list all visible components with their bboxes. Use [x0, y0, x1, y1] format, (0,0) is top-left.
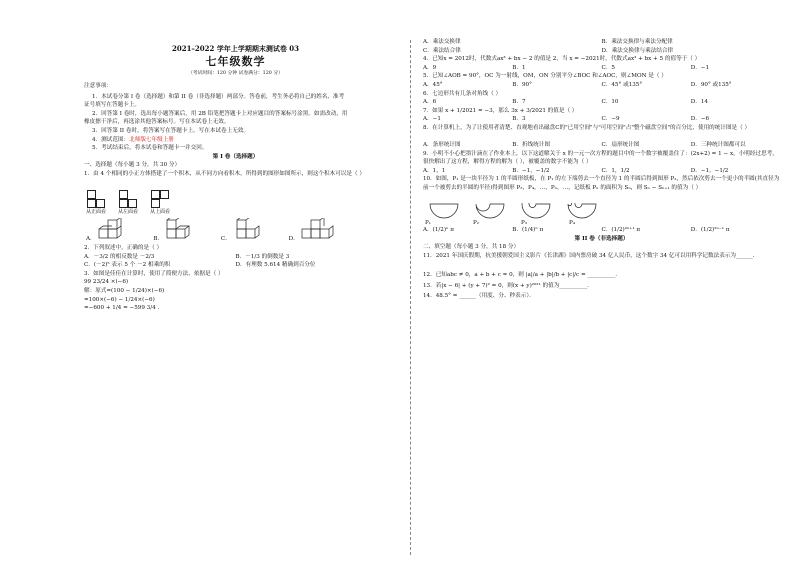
- q6-option-a[interactable]: A．6: [423, 99, 437, 106]
- cube-figure-icon: [300, 218, 340, 240]
- q7-option-c[interactable]: C．−9: [601, 116, 620, 123]
- q10-options: [423, 226, 780, 235]
- q1-option-a[interactable]: A．: [86, 218, 131, 242]
- q6-option-d[interactable]: D．14: [690, 99, 708, 106]
- q2-row: [84, 261, 387, 270]
- cube-figure-icon: [233, 218, 267, 240]
- exam-title: 2021–2022 学年上学期期末测试卷 03: [171, 44, 300, 53]
- q3-option-b[interactable]: B．乘法交换律与乘法分配律: [601, 39, 673, 45]
- q7-option-b[interactable]: B．3: [512, 116, 526, 123]
- q5-option-d[interactable]: D．90° 或135°: [690, 81, 732, 88]
- q12-stem: 12．已知abc ≠ 0，a + b + c = 0，则 |a|/a + |b|/b + |c|/c = __________．: [423, 271, 621, 278]
- q3-options: [423, 38, 780, 47]
- q9-stem: 9．小明不小心把墨汁滴在了作业本上，以下这道解关于 x 的一元一次方程的题目中的一个数字被覆盖住了：(2x+2) = 1 − x，小明经过思考，很快解出了这方程，解得方程的解为（ ），被覆盖的数字不能为（ ）: [423, 150, 778, 166]
- q4-option-d[interactable]: D．−1: [690, 64, 710, 71]
- cube-figure-icon: [97, 218, 131, 240]
- q10-option-b[interactable]: B．(1/4)ⁿ π: [512, 227, 544, 234]
- q9-option-c[interactable]: C．1，1/2: [601, 167, 630, 174]
- q13-stem: 13．若|x − 6| + (y + 7)² = 0，则(x + y)²⁰²¹ 的值为__________．: [423, 282, 593, 289]
- q3-option-a[interactable]: A．乘法交换律: [423, 39, 461, 45]
- right-page: [397, 0, 794, 562]
- q1-views: [86, 190, 387, 215]
- q5-option-c[interactable]: C．45° 或135°: [601, 81, 643, 88]
- q2-option-a[interactable]: A．－3/2 的相反数是 －2/3: [84, 253, 155, 260]
- view-top: 从上面看: [150, 190, 170, 215]
- notice-item: 3．回答第 II 卷时，将答案写在答题卡上。写在本试卷上无效。: [92, 127, 249, 134]
- part2-title: 第 II 卷（非选择题）: [574, 235, 629, 242]
- q5-option-a[interactable]: A．45°: [423, 81, 443, 88]
- q9-option-d[interactable]: D．−1，−1/2: [690, 167, 729, 174]
- q10-figure-labels: P₁ P₂ P₃ P₄: [425, 220, 576, 227]
- q1-option-c[interactable]: C．: [221, 218, 267, 242]
- range-value: 北师版七年级上册: [129, 136, 174, 143]
- q5-stem: 5．已知∠AOB = 90°，OC 为一射线，OM，ON 分别平分∠BOC 和∠AOC，则∠MON 是（ ）: [423, 73, 667, 80]
- q6-options: [423, 98, 780, 107]
- notice-item: 证号填写在答题卡上。: [84, 102, 140, 109]
- q3-line: 99 23/24 ×(−6): [84, 279, 129, 286]
- q8-options: [423, 141, 780, 150]
- q9-options: [423, 167, 780, 176]
- q8-option-c[interactable]: C．扇形统计图: [601, 141, 640, 148]
- q6-option-c[interactable]: C．10: [601, 99, 619, 106]
- q3-line: 解：原式=(100 − 1/24)×(−6): [84, 287, 165, 294]
- q9-option-b[interactable]: B．−1，−1/2: [512, 167, 550, 174]
- q5-option-b[interactable]: B．90°: [512, 81, 532, 88]
- q1-option-b[interactable]: B．: [153, 218, 199, 242]
- q10-figures: [429, 203, 780, 219]
- q8-option-b[interactable]: B．折线统计图: [512, 141, 550, 148]
- notice-item: 5．考试结束后，将本试卷和答题卡一并交回。: [92, 145, 208, 152]
- section-title: 二、填空题（每小题 3 分，共 18 分）: [423, 244, 520, 251]
- q14-stem: 14．48.5° = ______（用度、分、秒表示）．: [423, 293, 535, 300]
- semicircle-p4-icon: [567, 203, 597, 219]
- q4-stem: 4．已知x = 2012时，代数式ax³ + bx − 2 的值是 2，当 x = −2021时，代数式ax³ + bx + 5 的值等于（ ）: [423, 56, 701, 63]
- part1-title: 第 I 卷（选择题）: [212, 153, 259, 160]
- range-label: 4．测试范围：: [92, 136, 130, 143]
- q6-stem: 6．七边形共有几条对角线（ ）: [423, 90, 502, 97]
- q9-option-a[interactable]: A．1，1: [423, 167, 446, 174]
- q10-stem: 10．如图，P₁ 是一块半径为 1 的半圆形纸板，在 P₁ 的左下端剪去一个直径为 1 的半圆后得到图形 P₂，然后依次剪去一个更小的半圆(其直径为前一个被剪去的半圆的半径)得到图形 P₃，P₄，…，Pₙ，…，记纸板 Pₙ 的面积为 Sₙ，则 Sₙ − Sₙ₊₁ 的值为（ ）: [423, 176, 780, 191]
- q2-option-c[interactable]: C．(－2)⁵ 表示 5 个 －2 相乘的积: [84, 262, 171, 269]
- semicircle-p1-icon: [429, 203, 459, 219]
- notice-heading: 注意事项：: [84, 83, 112, 89]
- q2-row: [84, 253, 387, 262]
- notice-item: 橡皮擦干净后，再选涂其他答案标号。写在本试卷上无效。: [84, 119, 230, 126]
- q2-option-b[interactable]: B．－1/3 的倒数是 3: [235, 253, 290, 260]
- q4-option-c[interactable]: C．5: [601, 64, 615, 71]
- semicircle-p3-icon: [521, 203, 551, 219]
- q3-options: [423, 47, 780, 56]
- q2-stem: 2．下列叙述中，正确的是（ ）: [84, 244, 163, 251]
- notice-item: [84, 136, 387, 145]
- q3-line: =−600 + 1/4 = −599 3/4 .: [84, 305, 160, 312]
- q1-options: [86, 218, 387, 242]
- q8-option-d[interactable]: D．三种统计图都可以: [690, 141, 746, 148]
- q7-options: [423, 115, 780, 124]
- q4-option-a[interactable]: A．9: [423, 64, 437, 71]
- q3-option-c[interactable]: C．乘法结合律: [423, 47, 461, 54]
- view-front: 从正面看: [86, 190, 106, 215]
- q3-stem: 3．如图是佳佳在计算时，使用了简便方法，依据是（ ）: [84, 270, 224, 277]
- q8-option-a[interactable]: A．条形统计图: [423, 141, 461, 148]
- q4-option-b[interactable]: B．1: [512, 64, 526, 71]
- section-title: 一、选择题（每小题 3 分，共 30 分）: [84, 162, 181, 169]
- q8-stem: 8．在计算机上，为了让使用者清楚、直观地看出磁盘C的"已用空间"与"可用空间"占"整个磁盘空间"的百分比，使用的统计图是（ ）: [423, 124, 751, 131]
- q4-options: [423, 64, 780, 73]
- q7-stem: 7．如果 x + 1/2021 = −3，那么 3x + 3/2021 的值是（ ）: [423, 107, 578, 114]
- q3-line: =100×(−6) − 1/24×(−6): [84, 296, 155, 303]
- semicircle-p2-icon: [475, 203, 505, 219]
- q10-option-a[interactable]: A．(1/2)ⁿ π: [423, 227, 454, 234]
- exam-subject: 七年级数学: [205, 55, 266, 68]
- exam-meta: （考试时间：120 分钟 试卷满分：120 分）: [188, 71, 283, 76]
- q7-option-d[interactable]: D．−6: [690, 116, 710, 123]
- q11-stem: 11．2021 年国庆假期，抗美援朝爱国主义影片《长津湖》国内票房破 34 亿人民币，这个数字 34 亿可以用科学记数法表示为______．: [423, 252, 759, 259]
- cube-figure-icon: [165, 218, 199, 240]
- q3-option-d[interactable]: D．乘法交换律与乘法结合律: [601, 47, 674, 54]
- q7-option-a[interactable]: A．−1: [423, 116, 441, 123]
- q5-options: [423, 81, 780, 90]
- notice-item: 2．回答第 I 卷时，选出每小题答案后，用 2B 铅笔把答题卡上对应题目的答案标号涂黑。如需改动，用: [92, 110, 348, 117]
- view-left: 从左面看: [118, 190, 138, 215]
- notice-item: 1．本试卷分第 I 卷（选择题）和第 II 卷（非选择题）两部分。答卷前，考生务必将自己的姓名、准考: [92, 93, 345, 100]
- q10-option-c[interactable]: C．(1/2)²ⁿ⁺¹ π: [601, 227, 641, 234]
- q2-option-d[interactable]: D．有理数 5.614 精确到百分位: [235, 262, 316, 269]
- q6-option-b[interactable]: B．7: [512, 99, 526, 106]
- q10-option-d[interactable]: D．(1/2)²ⁿ⁻¹ π: [690, 227, 730, 234]
- q1-option-d[interactable]: D．: [289, 218, 341, 242]
- q1-stem: 1．由 4 个相同的小正方体搭建了一个积木，从不同方向看积木，所得到的图形如图所示，则这个积木可以是（ ）: [84, 170, 365, 177]
